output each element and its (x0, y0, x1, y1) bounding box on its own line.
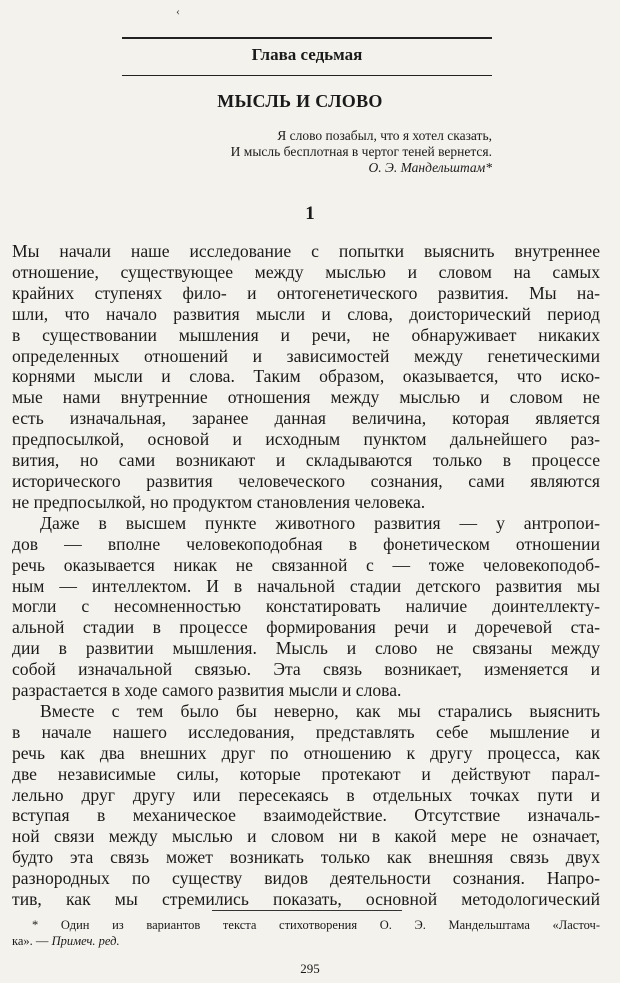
text-line: Даже в высшем пункте животного развития — у антропои- (40, 512, 600, 533)
text-line: корнями мысли и слова. Таким образом, оказывается, что иско- (12, 366, 600, 387)
text-line: речь оказывается никак не связанной с — тоже человекоподоб- (12, 554, 600, 575)
text-line: лельно друг другу или пересекаясь в отдельных точках пути и (12, 784, 600, 805)
section-number: 1 (305, 203, 315, 224)
text-line: Вместе с тем было бы неверно, как мы старались выяснить (40, 700, 600, 721)
text-line: исторического развития человеческого сознания, сами являются (12, 470, 600, 491)
text-line: собой изначальной связью. Эта связь возникает, изменяется и (12, 659, 600, 680)
text-line: разнородных по существу видов деятельности сознания. Напро- (12, 868, 600, 889)
text-line: ной связи между мыслью и словом ни в какой мере не означает, (12, 826, 600, 847)
text-line: альной стадии в процессе формирования речи и доречевой ста- (12, 617, 600, 638)
text-line: разрастается в ходе самого развития мысли и слова. (12, 680, 402, 701)
text-line: дии в развитии мышления. Мысль и слово не связаны между (12, 638, 600, 659)
text-line: не предпосылкой, но продуктом становления человека. (12, 491, 426, 512)
text-line: есть изначальная, заранее данная величина, которая является (12, 408, 600, 429)
epigraph-line: И мысль бесплотная в чертог теней вернется. (230, 144, 492, 159)
chapter-label: Глава седьмая (251, 45, 363, 64)
footnote-line: * Один из вариантов текста стихотворения О. Э. Мандельштама «Ласточ- (32, 918, 600, 932)
paragraph (12, 513, 600, 701)
text-line: дов — вполне человекоподобная в фонетическом отношении (12, 533, 600, 554)
page-number: 295 (300, 961, 320, 976)
text-line: вступая в механическое взаимодействие. Отсутствие изначаль- (12, 805, 600, 826)
epigraph-line: Я слово позабыл, что я хотел сказать, (277, 128, 492, 143)
footnote (12, 917, 600, 949)
text-line: тив, как мы стремились показать, основной методологический (12, 889, 600, 910)
footnote-line (12, 933, 600, 949)
text-line: мые нами внутренние отношения между мыслью и словом не (12, 387, 600, 408)
header-mark: ‹ (176, 4, 180, 18)
text-line: две независимые силы, которые протекают и действуют парал- (12, 763, 600, 784)
chapter-rule (122, 75, 492, 76)
paragraph (12, 241, 600, 513)
text-line: будто эта связь может возникать только как внешняя связь двух (12, 847, 600, 868)
text-line: ным — интеллектом. И в начальной стадии детского развития мы (12, 575, 600, 596)
text-line: крайних ступенях фило- и онтогенетического развития. Мы на- (12, 282, 600, 303)
text-line: в существовании мышления и речи, не обнаруживает никаких (12, 324, 600, 345)
paragraph (12, 701, 600, 910)
text-line: шли, что начало развития мысли и слова, доисторический период (12, 303, 600, 324)
text-line: Мы начали наше исследование с попытки выяснить внутреннее (12, 241, 600, 261)
footnote-rule (212, 910, 402, 911)
text-line: речь как два внешних друг по отношению к другу процесса, как (12, 742, 600, 763)
text-line: предпосылкой, основой и исходным пунктом дальнейшего раз- (12, 429, 600, 450)
text-line: отношение, существующее между мыслью и словом на самых (12, 261, 600, 282)
top-rule (122, 37, 492, 39)
epigraph (231, 128, 492, 176)
footnote-text: ка». — (12, 934, 49, 948)
text-line: могли с несомненностью констатировать наличие доинтеллекту- (12, 596, 600, 617)
text-line: определенных отношений и зависимостей между генетическими (12, 345, 600, 366)
text-line: в начале нашего исследования, представлять себе мышление и (12, 721, 600, 742)
chapter-title: МЫСЛЬ И СЛОВО (217, 91, 383, 111)
text-line: вития, но сами возникают и складываются только в процессе (12, 450, 600, 471)
body-text (12, 241, 600, 910)
epigraph-author: О. Э. Мандельштам* (368, 160, 492, 175)
footnote-editor-note: Примеч. ред. (51, 934, 120, 948)
